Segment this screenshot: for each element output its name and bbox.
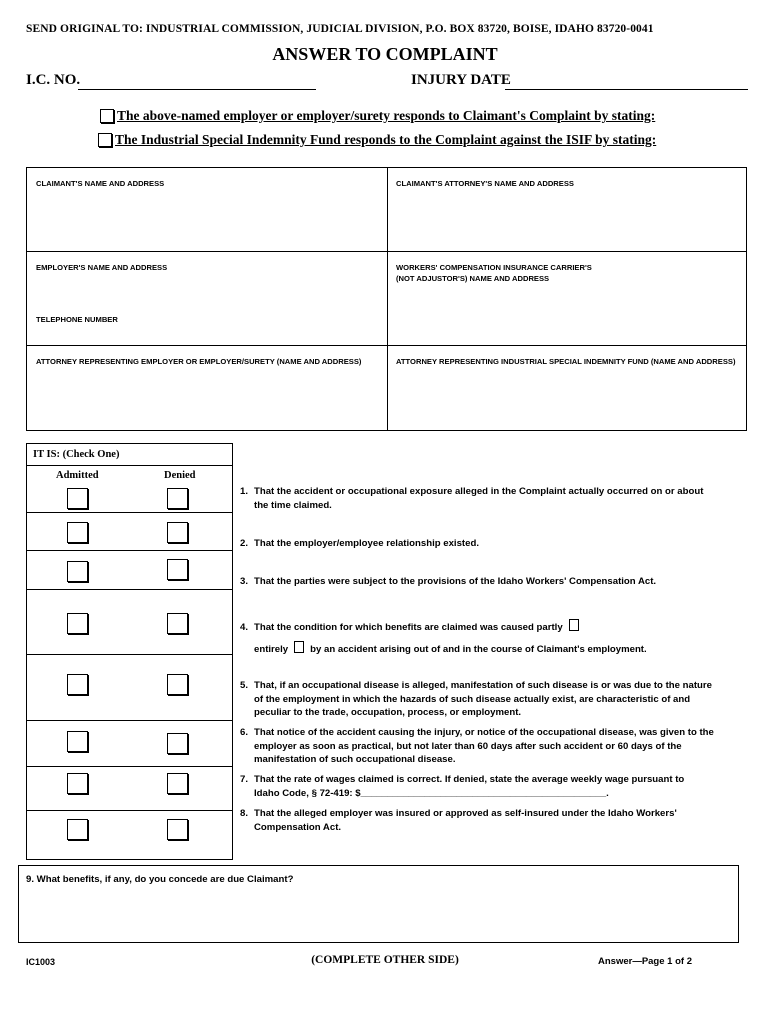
option-isif-responds xyxy=(98,132,656,148)
denied-checkbox-2[interactable] xyxy=(167,522,188,543)
admitted-checkbox-8[interactable] xyxy=(67,819,88,840)
telephone-number-label: TELEPHONE NUMBER xyxy=(36,315,118,324)
statement-text: That the parties were subject to the provisions of the Idaho Workers' Compensation Act. xyxy=(254,576,657,587)
statement-4 xyxy=(240,619,740,656)
claimant-name-address-label: CLAIMANT'S NAME AND ADDRESS xyxy=(36,179,165,188)
statement-text: That the alleged employer was insured or approved as self-insured under the Idaho Workers' xyxy=(254,808,677,819)
admitted-checkbox-3[interactable] xyxy=(67,561,88,582)
isif-attorney-label: ATTORNEY REPRESENTING INDUSTRIAL SPECIAL INDEMNITY FUND (NAME AND ADDRESS) xyxy=(396,357,736,366)
statement-number: 4. xyxy=(240,622,249,633)
check-one-heading: IT IS: (Check One) xyxy=(33,449,120,460)
benefits-question: 9. What benefits, if any, do you concede are due Claimant? xyxy=(26,874,294,885)
form-title: ANSWER TO COMPLAINT xyxy=(272,44,498,64)
denied-checkbox-8[interactable] xyxy=(167,819,188,840)
statement-text: employer as soon as practical, but not later than 60 days after such accident or 60 days of the xyxy=(254,740,682,752)
complete-other-side-note: (COMPLETE OTHER SIDE) xyxy=(311,954,459,966)
statement-text: That the accident or occupational exposure alleged in the Complaint actually occurred on or about xyxy=(254,486,704,497)
statement-text: the time claimed. xyxy=(254,499,332,511)
admitted-checkbox-4[interactable] xyxy=(67,613,88,634)
statement-7 xyxy=(240,773,740,800)
option-employer-responds xyxy=(100,108,655,124)
employer-responds-checkbox[interactable] xyxy=(100,109,114,123)
carrier-line-1: WORKERS' COMPENSATION INSURANCE CARRIER'S xyxy=(396,263,592,272)
weekly-wage-field[interactable]: Idaho Code, § 72-419: $______________________________________________. xyxy=(254,787,609,799)
statement-5 xyxy=(240,679,740,720)
statement-text: Compensation Act. xyxy=(254,821,342,833)
statement-number: 8. xyxy=(240,808,249,819)
statement-text: entirely xyxy=(254,643,289,655)
benefits-conceded-field[interactable] xyxy=(18,865,739,943)
statement-number: 2. xyxy=(240,538,249,549)
denied-checkbox-3[interactable] xyxy=(167,559,188,580)
statement-2 xyxy=(240,537,740,551)
statement-3 xyxy=(240,575,740,589)
statement-number: 7. xyxy=(240,774,249,785)
page-number: Answer—Page 1 of 2 xyxy=(598,956,692,967)
injury-date-label: INJURY DATE xyxy=(411,72,511,88)
admitted-checkbox-1[interactable] xyxy=(67,488,88,509)
statement-text: That notice of the accident causing the injury, or notice of the occupational disease, was given to the xyxy=(254,727,714,738)
employer-attorney-label: ATTORNEY REPRESENTING EMPLOYER OR EMPLOYER/SURETY (NAME AND ADDRESS) xyxy=(36,357,362,366)
denied-checkbox-1[interactable] xyxy=(167,488,188,509)
ic-no-label: I.C. NO. xyxy=(26,72,81,88)
carrier-line-2: (NOT ADJUSTOR'S) NAME AND ADDRESS xyxy=(396,273,550,283)
statement-number: 5. xyxy=(240,680,249,691)
statement-text: That, if an occupational disease is alleged, manifestation of such disease is or was due to the nature xyxy=(254,680,712,691)
entirely-checkbox[interactable] xyxy=(294,641,304,653)
statement-8 xyxy=(240,807,740,834)
statement-text: manifestation of such occupational disease. xyxy=(254,754,456,765)
denied-column-header: Denied xyxy=(164,470,196,481)
statement-text: peculiar to the trade, occupation, process, or employment. xyxy=(254,707,522,718)
denied-checkbox-4[interactable] xyxy=(167,613,188,634)
injury-date-field[interactable] xyxy=(505,89,748,90)
statement-1 xyxy=(240,485,740,512)
denied-checkbox-5[interactable] xyxy=(167,674,188,695)
statement-6 xyxy=(240,726,740,767)
form-id: IC1003 xyxy=(26,957,56,967)
denied-checkbox-7[interactable] xyxy=(167,773,188,794)
statement-number: 1. xyxy=(240,486,249,497)
parties-table xyxy=(26,167,747,431)
send-to-address: SEND ORIGINAL TO: INDUSTRIAL COMMISSION, JUDICIAL DIVISION, P.O. BOX 83720, BOISE, IDAHO 83720-0041 xyxy=(26,23,654,35)
claimant-attorney-label: CLAIMANT'S ATTORNEY'S NAME AND ADDRESS xyxy=(396,179,574,188)
check-one-table xyxy=(26,443,233,860)
statement-text: That the employer/employee relationship existed. xyxy=(254,538,479,549)
employer-name-address-label: EMPLOYER'S NAME AND ADDRESS xyxy=(36,263,168,272)
admitted-checkbox-6[interactable] xyxy=(67,731,88,752)
insurance-carrier-label xyxy=(396,263,592,284)
statement-number: 3. xyxy=(240,576,249,587)
statement-text: That the condition for which benefits are claimed was caused partly xyxy=(254,622,563,633)
partly-checkbox[interactable] xyxy=(569,619,579,631)
statement-number: 6. xyxy=(240,727,249,738)
admitted-column-header: Admitted xyxy=(56,470,99,481)
ic-no-field[interactable] xyxy=(78,89,316,90)
admitted-checkbox-2[interactable] xyxy=(67,522,88,543)
statement-text: by an accident arising out of and in the course of Claimant's employment. xyxy=(310,643,647,655)
isif-responds-checkbox[interactable] xyxy=(98,133,112,147)
admitted-checkbox-5[interactable] xyxy=(67,674,88,695)
statement-text: of the employment in which the hazards of such disease actually exist, are characteristic of and xyxy=(254,693,691,705)
denied-checkbox-6[interactable] xyxy=(167,733,188,754)
admitted-checkbox-7[interactable] xyxy=(67,773,88,794)
option-label: The above-named employer or employer/surety responds to Claimant's Complaint by stating: xyxy=(117,108,656,123)
option-label: The Industrial Special Indemnity Fund responds to the Complaint against the ISIF by stating: xyxy=(115,132,657,147)
statement-text: That the rate of wages claimed is correct. If denied, state the average weekly wage pursuant to xyxy=(254,774,685,785)
